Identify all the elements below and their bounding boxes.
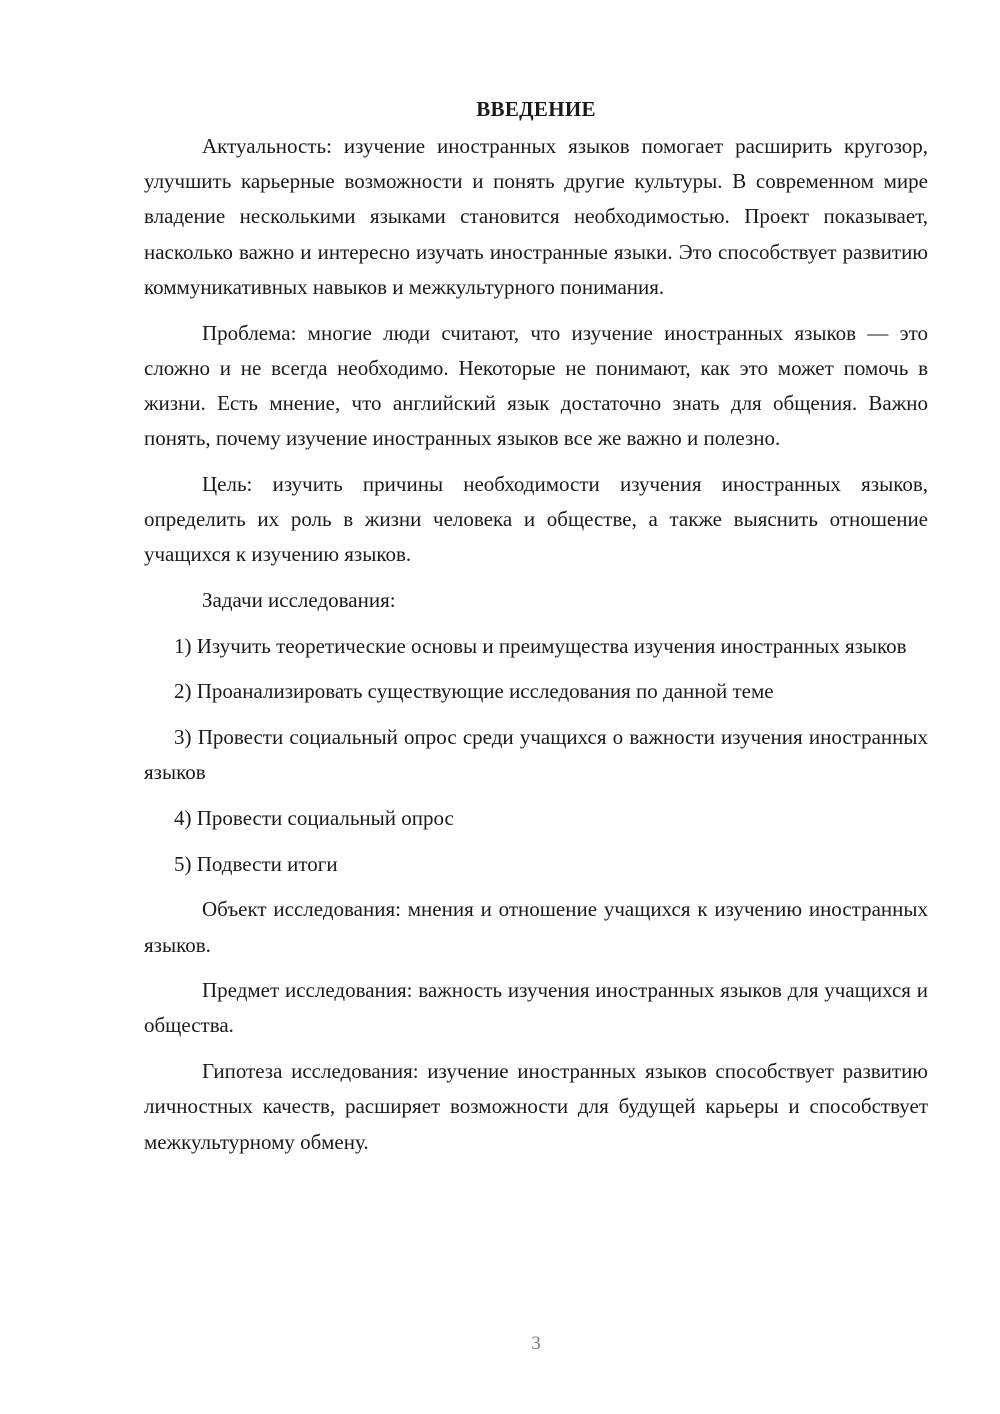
task-item-1: 1) Изучить теоретические основы и преимущества изучения иностранных языков (174, 633, 907, 658)
goal-paragraph: Цель: изучить причины необходимости изучения иностранных языков, определить их роль в жизни человека и обществе, а также выяснить отношение учащихся к изучению языков. (144, 471, 928, 567)
relevance-paragraph: Актуальность: изучение иностранных языков помогает расширить кругозор, улучшить карьерные возможности и понять другие культуры. В современном мире владение несколькими языками становится необходимостью. Проект показывает, насколько важно и интересно изучать иностранные языки. Это способствует развитию коммуникативных навыков и межкультурного понимания. (144, 134, 928, 299)
task-item-5: 5) Подвести итоги (174, 851, 338, 876)
object-paragraph: Объект исследования: мнения и отношение учащихся к изучению иностранных языков. (144, 897, 928, 957)
hypothesis-paragraph: Гипотеза исследования: изучение иностранных языков способствует развитию личностных качеств, расширяет возможности для будущей карьеры и способствует межкультурному обмену. (144, 1059, 928, 1154)
page-number: 3 (531, 1333, 541, 1354)
tasks-intro: Задачи исследования: (202, 587, 396, 612)
task-item-2: 2) Проанализировать существующие исследования по данной теме (174, 679, 774, 704)
document-page (144, 92, 928, 1170)
task-item-3: 3) Провести социальный опрос среди учащихся о важности изучения иностранных языков (144, 725, 928, 785)
tasks-list (144, 629, 928, 882)
task-item-4: 4) Провести социальный опрос (174, 805, 454, 830)
subject-paragraph: Предмет исследования: важность изучения иностранных языков для учащихся и общества. (144, 978, 928, 1038)
section-heading: ВВЕДЕНИЕ (476, 97, 596, 121)
problem-paragraph: Проблема: многие люди считают, что изучение иностранных языков — это сложно и не всегда необходимо. Некоторые не понимают, как это может помочь в жизни. Есть мнение, что английский язык достаточно знать для общения. Важно понять, почему изучение иностранных языков все же важно и полезно. (144, 320, 928, 451)
